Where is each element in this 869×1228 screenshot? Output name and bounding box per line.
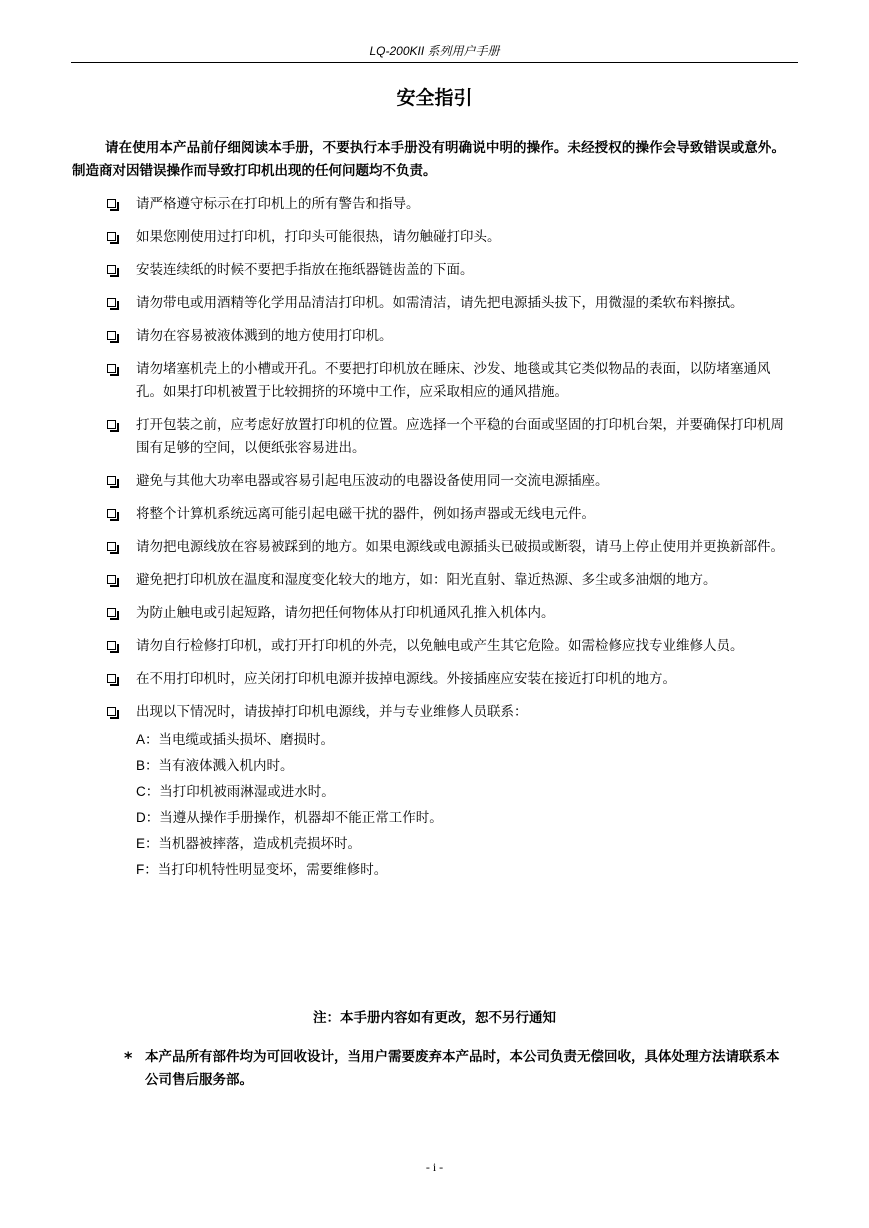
list-item (105, 701, 790, 883)
checkbox-bullet-icon (107, 364, 116, 373)
checkbox-bullet-icon (107, 476, 116, 485)
asterisk-icon: * (124, 1048, 133, 1067)
list-item-text: 请严格遵守标示在打印机上的所有警告和指导。 (136, 196, 420, 212)
list-item-text: 避免与其他大功率电器或容易引起电压波动的电器设备使用同一交流电源插座。 (136, 473, 609, 489)
list-item-text: 打开包装之前，应考虑好放置打印机的位置。应选择一个平稳的台面或坚固的打印机台架，并要确保打印机周围有足够的空间，以便纸张容易进出。 (136, 417, 784, 456)
list-item (105, 503, 790, 526)
condition-text: ：当打印机特性明显变坏，需要维修时。 (144, 862, 388, 878)
conditions-list (136, 727, 790, 883)
list-item-text: 请勿带电或用酒精等化学用品清洁打印机。如需清洁，请先把电源插头拔下，用微湿的柔软布料擦拭。 (136, 295, 744, 311)
checkbox-bullet-icon (107, 542, 116, 551)
checkbox-bullet-icon (107, 420, 116, 429)
page-title: 安全指引 (396, 87, 473, 109)
list-item (105, 193, 790, 216)
list-item-text: 避免把打印机放在温度和湿度变化较大的地方，如：阳光直射、靠近热源、多尘或多油烟的地方。 (136, 572, 717, 588)
running-header: LQ-200KII 系列用户手册 (369, 44, 500, 58)
list-item-text: 如果您刚使用过打印机，打印头可能很热，请勿触碰打印头。 (136, 229, 501, 245)
list-item (105, 325, 790, 348)
list-item-text: 出现以下情况时，请拔掉打印机电源线，并与专业维修人员联系： (136, 704, 528, 720)
list-item-text: 请勿堵塞机壳上的小槽或开孔。不要把打印机放在睡床、沙发、地毯或其它类似物品的表面，以防堵塞通风孔。如果打印机被置于比较拥挤的环境中工作，应采取相应的通风措施。 (136, 361, 771, 400)
header-rule (71, 62, 798, 63)
condition-text: ：当有液体溅入机内时。 (145, 758, 294, 774)
list-item (105, 259, 790, 282)
checkbox-bullet-icon (107, 674, 116, 683)
intro-paragraph: 请在使用本产品前仔细阅读本手册，不要执行本手册没有明确说中明的操作。未经授权的操作会导致错误或意外。制造商对因错误操作而导致打印机出现的任何问题均不负责。 (72, 140, 785, 179)
condition-letter: B (136, 758, 146, 773)
condition-text: ：当电缆或插头损坏、磨损时。 (145, 732, 335, 748)
list-item (105, 358, 790, 404)
recycling-notice (124, 1046, 786, 1092)
list-item (105, 414, 790, 460)
checkbox-bullet-icon (107, 298, 116, 307)
page-number: - i - (425, 1160, 444, 1174)
condition-letter: F (136, 862, 145, 877)
list-item (105, 668, 790, 691)
condition-item (136, 727, 790, 753)
list-item (105, 292, 790, 315)
condition-letter: E (136, 836, 146, 851)
checkbox-bullet-icon (107, 641, 116, 650)
list-item-text: 将整个计算机系统远离可能引起电磁干扰的器件，例如扬声器或无线电元件。 (136, 506, 595, 522)
list-item-text: 在不用打印机时，应关闭打印机电源并拔掉电源线。外接插座应安装在接近打印机的地方。 (136, 671, 676, 687)
checkbox-bullet-icon (107, 509, 116, 518)
list-item-text: 请勿在容易被液体溅到的地方使用打印机。 (136, 328, 393, 344)
list-item-text: 安装连续纸的时候不要把手指放在拖纸器链齿盖的下面。 (136, 262, 474, 278)
condition-item (136, 805, 790, 831)
list-item-text: 请勿自行检修打印机，或打开打印机的外壳，以免触电或产生其它危险。如需检修应找专业维修人员。 (136, 638, 744, 654)
checkbox-bullet-icon (107, 608, 116, 617)
checkbox-bullet-icon (107, 199, 116, 208)
condition-item (136, 831, 790, 857)
recycling-notice-text: 本产品所有部件均为可回收设计，当用户需要废弃本产品时，本公司负责无偿回收，具体处理方法请联系本公司售后服务部。 (145, 1049, 780, 1088)
condition-letter: D (136, 810, 146, 825)
condition-item (136, 779, 790, 805)
list-item (105, 602, 790, 625)
list-item (105, 536, 790, 559)
condition-letter: A (136, 732, 146, 747)
checkbox-bullet-icon (107, 575, 116, 584)
checkbox-bullet-icon (107, 232, 116, 241)
condition-text: ：当遵从操作手册操作，机器却不能正常工作时。 (145, 810, 443, 826)
condition-letter: C (136, 784, 146, 799)
list-item (105, 569, 790, 592)
condition-text: ：当机器被摔落，造成机壳损坏时。 (145, 836, 362, 852)
change-notice: 注：本手册内容如有更改，恕不另行通知 (313, 1010, 556, 1026)
condition-text: ：当打印机被雨淋湿或进水时。 (145, 784, 335, 800)
list-item (105, 635, 790, 658)
condition-item (136, 753, 790, 779)
checkbox-bullet-icon (107, 331, 116, 340)
checkbox-bullet-icon (107, 265, 116, 274)
list-item (105, 470, 790, 493)
list-item-text: 请勿把电源线放在容易被踩到的地方。如果电源线或电源插头已破损或断裂，请马上停止使用并更换新部件。 (136, 539, 784, 555)
list-item-text: 为防止触电或引起短路，请勿把任何物体从打印机通风孔推入机体内。 (136, 605, 555, 621)
safety-list (105, 193, 790, 893)
checkbox-bullet-icon (107, 707, 116, 716)
condition-item (136, 857, 790, 883)
list-item (105, 226, 790, 249)
